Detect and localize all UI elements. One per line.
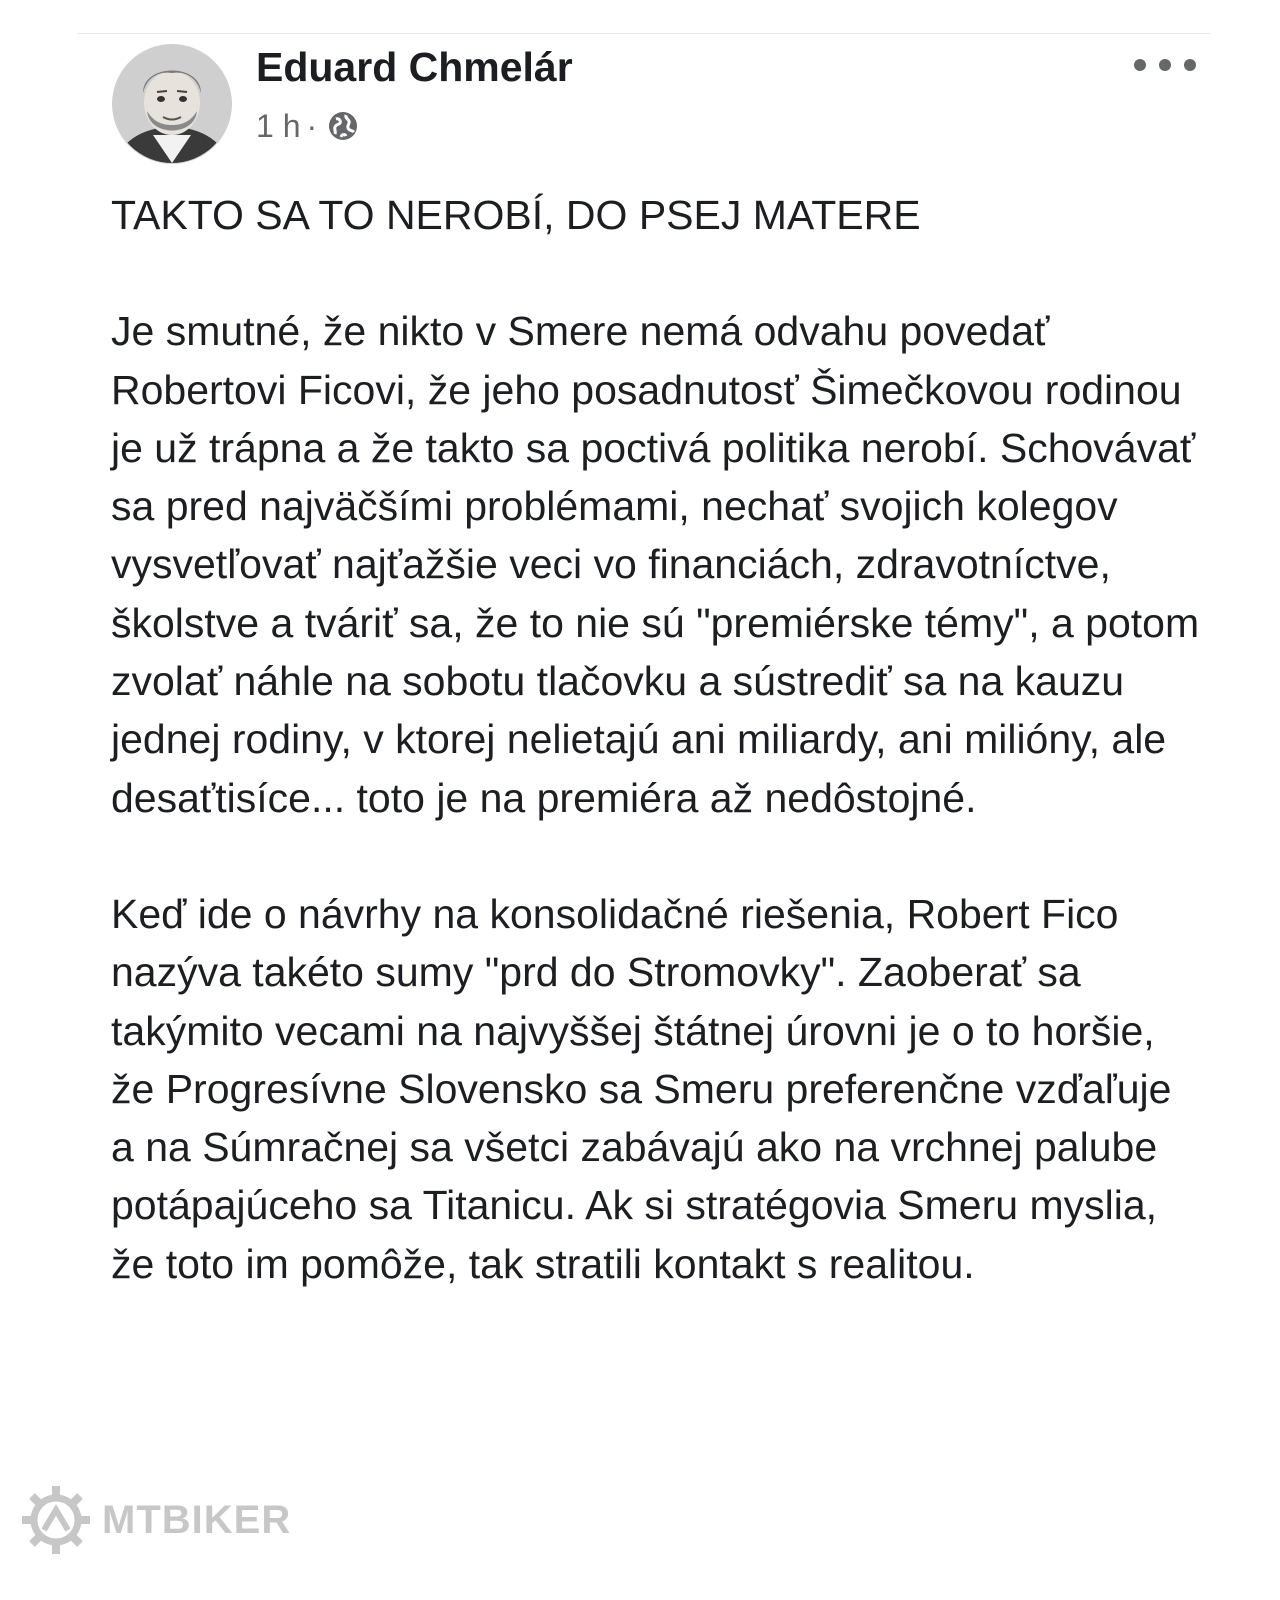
globe-icon [327, 110, 359, 142]
post-title: TAKTO SA TO NEROBÍ, DO PSEJ MATERE [111, 192, 921, 238]
post-time[interactable]: 1 h [256, 107, 301, 144]
post-paragraph: Keď ide o návrhy na konsolidačné riešenia, Robert Fico nazýva takéto sumy "prd do Stromovky". Zaoberať sa takýmito vecami na najvyššej štátnej úrovni je o to horšie, že Progresívne Slovensko sa Smeru preferenčne vzďaľuje a na Súmračnej sa všetci zabávajú ako na vrchnej palube potápajúceho sa Titanicu. Ak si stratégovia Smeru myslia, že toto im pomôže, tak stratili kontakt s realitou. [111, 890, 1172, 1287]
avatar-illustration [113, 45, 231, 163]
author-name[interactable]: Eduard Chmelár [256, 44, 573, 90]
more-options-icon[interactable] [1134, 50, 1196, 80]
post-header [112, 44, 1212, 164]
more-dot [1134, 59, 1146, 71]
more-dot [1159, 59, 1171, 71]
author-avatar[interactable] [112, 44, 232, 164]
watermark-text: MTBIKER [102, 1497, 292, 1542]
meta-separator: · [306, 107, 318, 144]
post-body [111, 186, 1201, 1293]
gear-logo-icon [20, 1484, 92, 1556]
watermark [20, 1480, 291, 1560]
top-divider [78, 33, 1210, 34]
post-paragraph: Je smutné, že nikto v Smere nemá odvahu povedať Robertovi Ficovi, že jeho posadnutosť Šimečkovou rodinou je už trápna a že takto sa poctivá politika nerobí. Schovávať sa pred najväčšími problémami, nechať svojich kolegov vysvetľovať najťažšie veci vo financiách, zdravotníctve, školstve a tváriť sa, že to nie sú "premiérske témy", a potom zvolať náhle na sobotu tlačovku a sústrediť sa na kauzu jednej rodiny, v ktorej nelietajú ani miliardy, ani milióny, ale desaťtisíce... toto je na premiéra až nedôstojné. [111, 308, 1200, 821]
post-meta [256, 106, 359, 146]
more-dot [1184, 59, 1196, 71]
